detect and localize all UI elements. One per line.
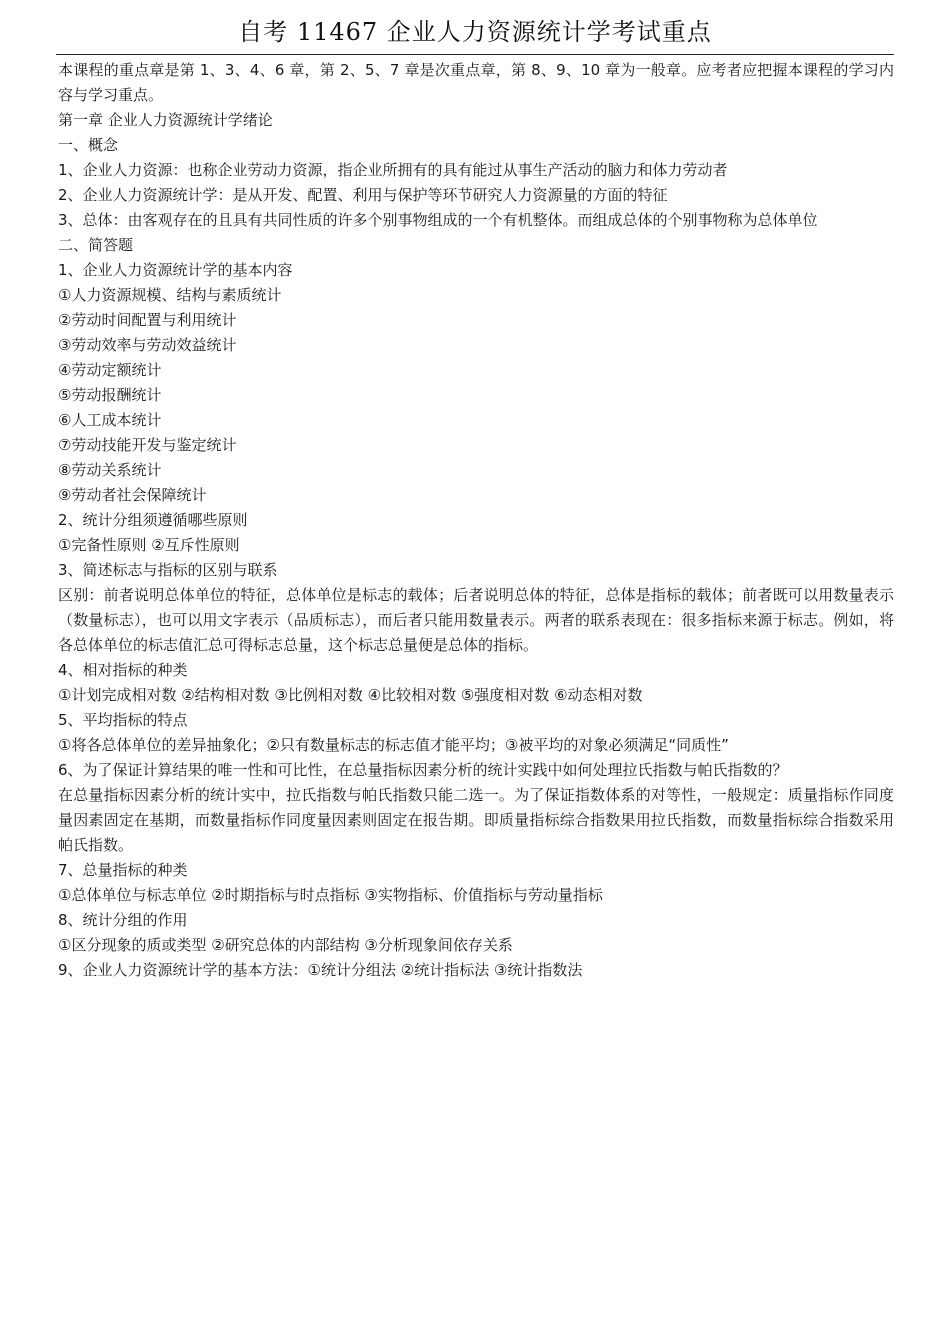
answer-8: ①区分现象的质或类型 ②研究总体的内部结构 ③分析现象间依存关系: [58, 936, 513, 954]
question-7: 7、总量指标的种类: [58, 861, 188, 879]
question-8: 8、统计分组的作用: [58, 911, 188, 929]
answer-2: ①完备性原则 ②互斥性原则: [58, 536, 240, 554]
answer-7: ①总体单位与标志单位 ②时期指标与时点指标 ③实物指标、价值指标与劳动量指标: [58, 886, 603, 904]
concept-item: 1、企业人力资源：也称企业劳动力资源，指企业所拥有的具有能过从事生产活动的脑力和体力劳动者: [58, 161, 728, 179]
answer-3: 区别：前者说明总体单位的特征，总体单位是标志的载体；后者说明总体的特征，总体是指标的载体；前者既可以用数量表示（数量标志），也可以用文字表示（品质标志），而后者只能用数量表示。两者的联系表现在：很多指标来源于标志。例如，将各总体单位的标志值汇总可得标志总量，这个标志总量便是总体的指标。: [58, 586, 894, 654]
question-3: 3、简述标志与指标的区别与联系: [58, 561, 278, 579]
document-title: 自考 11467 企业人力资源统计学考试重点: [238, 18, 712, 46]
section-heading-short-answer: 二、简答题: [58, 236, 134, 254]
question-9: 9、企业人力资源统计学的基本方法：①统计分组法 ②统计指标法 ③统计指数法: [58, 961, 583, 979]
chapter-heading: 第一章 企业人力资源统计学绪论: [58, 111, 273, 129]
question-5: 5、平均指标的特点: [58, 711, 188, 729]
question-4: 4、相对指标的种类: [58, 661, 188, 679]
answer-item: ⑦劳动技能开发与鉴定统计: [58, 436, 237, 454]
title-underline: [56, 54, 894, 55]
answer-6: 在总量指标因素分析的统计实中，拉氏指数与帕氏指数只能二选一。为了保证指数体系的对等性，一般规定：质量指标作同度量因素固定在基期，而数量指标作同度量因素则固定在报告期。即质量指标综合指数果用拉氏指数，而数量指标综合指数采用帕氏指数。: [58, 786, 894, 854]
answer-item: ⑨劳动者社会保障统计: [58, 486, 207, 504]
answer-4: ①计划完成相对数 ②结构相对数 ③比例相对数 ④比较相对数 ⑤强度相对数 ⑥动态相对数: [58, 686, 643, 704]
answer-5: ①将各总体单位的差异抽象化；②只有数量标志的标志值才能平均；③被平均的对象必须满足“同质性”: [58, 736, 729, 754]
answer-item: ⑧劳动关系统计: [58, 461, 162, 479]
answer-item: ②劳动时间配置与利用统计: [58, 311, 237, 329]
concept-item: 3、总体：由客观存在的且具有共同性质的许多个别事物组成的一个有机整体。而组成总体的个别事物称为总体单位: [58, 211, 818, 229]
intro-paragraph: 本课程的重点章是第 1、3、4、6 章，第 2、5、7 章是次重点章，第 8、9、10 章为一般章。应考者应把握本课程的学习内容与学习重点。: [58, 61, 894, 104]
document-body: [58, 58, 894, 983]
question-2: 2、统计分组须遵循哪些原则: [58, 511, 248, 529]
answer-item: ⑤劳动报酬统计: [58, 386, 162, 404]
question-6: 6、为了保证计算结果的唯一性和可比性，在总量指标因素分析的统计实践中如何处理拉氏指数与帕氏指数的？: [58, 761, 788, 779]
answer-item: ①人力资源规模、结构与素质统计: [58, 286, 282, 304]
answer-item: ③劳动效率与劳动效益统计: [58, 336, 237, 354]
answer-item: ⑥人工成本统计: [58, 411, 162, 429]
answer-item: ④劳动定额统计: [58, 361, 162, 379]
question-1: 1、企业人力资源统计学的基本内容: [58, 261, 293, 279]
section-heading-concepts: 一、概念: [58, 136, 119, 154]
concept-item: 2、企业人力资源统计学：是从开发、配置、利用与保护等环节研究人力资源量的方面的特征: [58, 186, 668, 204]
